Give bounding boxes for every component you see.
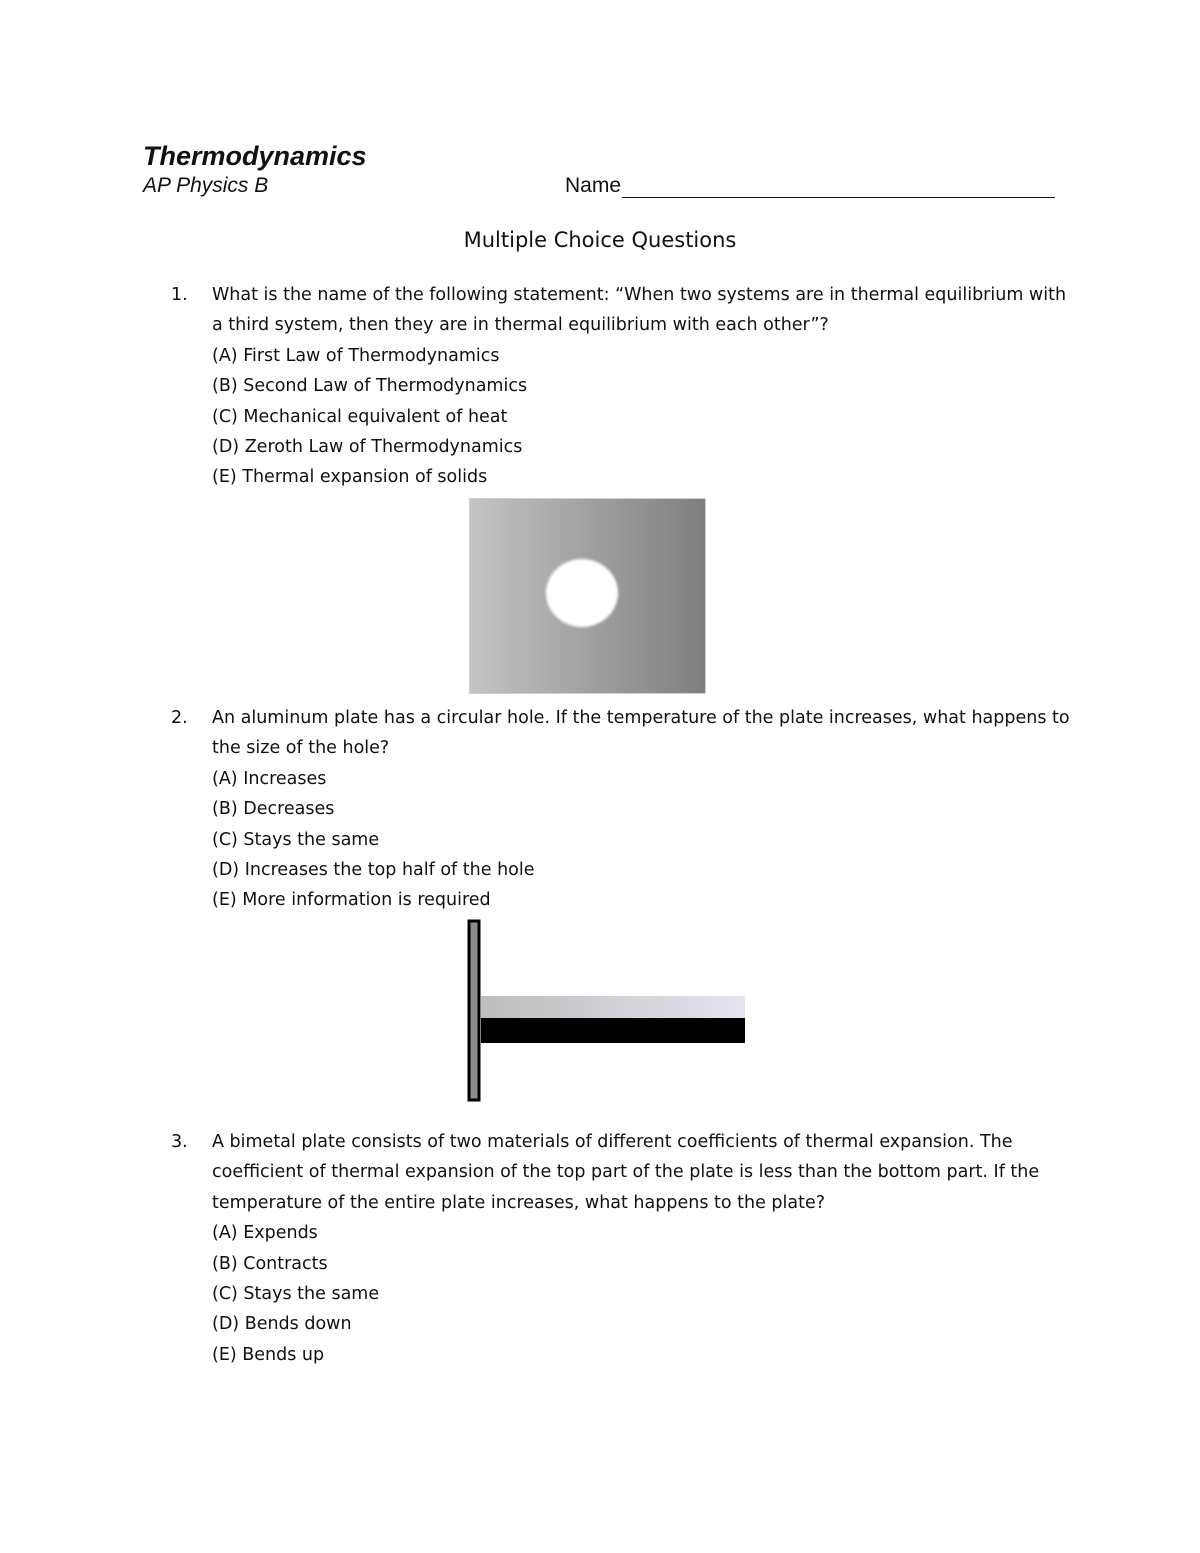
name-blank-line: [622, 197, 1055, 198]
bimetal-plate-figure: [465, 918, 750, 1104]
question-3: [171, 1127, 1071, 1370]
section-heading: Multiple Choice Questions: [463, 228, 737, 252]
bimetal-bottom-strip: [481, 1018, 745, 1043]
answer-option-e: (E) More information is required: [212, 890, 491, 911]
plate-with-hole-figure: [469, 498, 707, 695]
course-subtitle: AP Physics B: [143, 174, 269, 197]
question-number: 2.: [171, 708, 188, 728]
answer-option-c: (C) Mechanical equivalent of heat: [212, 406, 508, 427]
question-number: 3.: [171, 1132, 188, 1152]
page-title: Thermodynamics: [143, 141, 367, 171]
answer-option-d: (D) Increases the top half of the hole: [212, 860, 535, 881]
answer-option-b: (B) Decreases: [212, 799, 335, 820]
answer-option-a: (A) Increases: [212, 768, 327, 789]
question-number: 1.: [171, 285, 188, 305]
question-stem: An aluminum plate has a circular hole. If the temperature of the plate increases, what happens to the size of the hole?: [212, 708, 1070, 759]
answer-option-e: (E) Bends up: [212, 1344, 325, 1365]
question-body: [212, 703, 1071, 916]
answer-option-a: (A) Expends: [212, 1223, 318, 1244]
question-stem: A bimetal plate consists of two materials of different coefficients of thermal expansion. The coefficient of thermal expansion of the top part of the plate is less than the bottom part. If the temperature of the entire plate increases, what happens to the plate?: [212, 1132, 1040, 1213]
answer-option-a: (A) First Law of Thermodynamics: [212, 345, 500, 366]
answer-option-c: (C) Stays the same: [212, 1284, 380, 1305]
mounting-wall: [469, 921, 479, 1100]
answer-option-b: (B) Second Law of Thermodynamics: [212, 376, 528, 397]
answer-option-c: (C) Stays the same: [212, 829, 380, 850]
answer-option-b: (B) Contracts: [212, 1253, 328, 1274]
question-body: [212, 280, 1071, 493]
answer-option-d: (D) Zeroth Law of Thermodynamics: [212, 437, 523, 458]
bimetal-top-strip: [481, 996, 745, 1018]
circular-hole: [546, 559, 618, 627]
answer-option-e: (E) Thermal expansion of solids: [212, 467, 488, 488]
name-label: Name: [565, 174, 622, 197]
question-2: [171, 703, 1071, 916]
answer-option-d: (D) Bends down: [212, 1314, 352, 1335]
question-1: [171, 280, 1071, 493]
question-body: [212, 1127, 1071, 1370]
question-stem: What is the name of the following statement: “When two systems are in thermal equilibrium with a third system, then they are in thermal equilibrium with each other”?: [212, 285, 1067, 336]
